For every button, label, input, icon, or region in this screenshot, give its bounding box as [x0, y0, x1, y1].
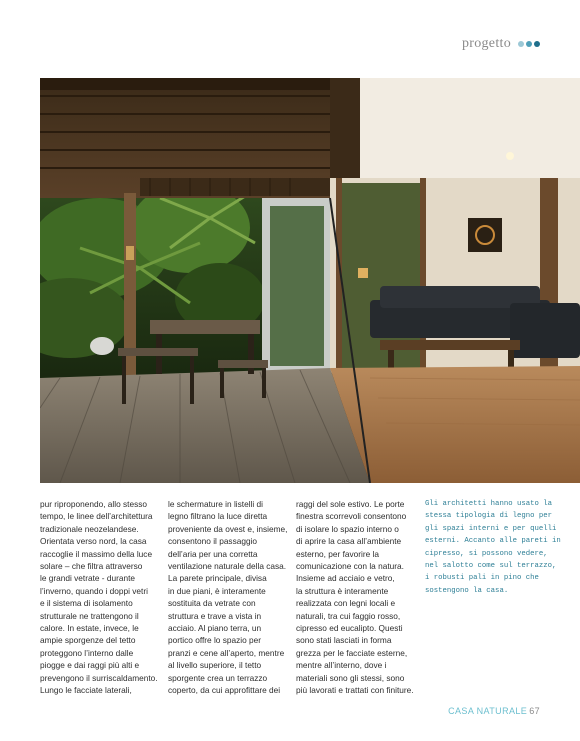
caption-line: cipresso, si possono vedere,: [425, 549, 548, 558]
body-text-line: ampie sporgenze del tetto: [40, 635, 136, 646]
body-text-line: mentre all’interno, dove i: [296, 660, 387, 671]
body-text-line: raggi del sole estivo. Le porte: [296, 499, 405, 509]
body-text-line: esterno, per favorire la: [296, 548, 380, 559]
body-text-line: legno filtrano la luce diretta: [168, 511, 268, 522]
caption-line: stessa tipologia di legno per: [425, 512, 552, 521]
body-text-line: proveniente da ovest e, insieme,: [168, 523, 288, 534]
body-text-line: proteggono l’interno dalle: [40, 647, 134, 658]
body-text-line: calore. In estate, invece, le: [40, 623, 139, 634]
section-dot: [526, 41, 532, 47]
body-text-line: pur riproponendo, allo stesso: [40, 499, 148, 509]
body-text-line: realizzata con legni locali e: [296, 598, 396, 609]
body-text-line: cipresso ed eucalipto. Questi: [296, 623, 403, 634]
body-text-line: solare – che filtra attraverso: [40, 561, 143, 572]
section-header: [462, 36, 540, 52]
body-text-line: piogge e dai raggi più alti e: [40, 660, 140, 671]
caption-line: nel salotto come sul terrazzo,: [425, 562, 557, 571]
body-text-line: portico offre lo spazio per: [168, 635, 262, 646]
body-text-line: tempo, le linee dell’architettura: [40, 511, 153, 522]
section-dot: [534, 41, 540, 47]
body-text-line: struttura e trave a vista in: [168, 610, 262, 621]
caption-line: i robusti pali in pino che: [425, 574, 539, 583]
body-text-line: sostituita da vetrate con: [168, 598, 256, 609]
page-footer: [448, 706, 540, 716]
body-text-line: pranzi e cene all’aperto, mentre: [168, 647, 285, 658]
photo-caption: [425, 498, 561, 597]
body-text-line: sono stati lasciati in forma: [296, 635, 392, 646]
body-text-line: al livello superiore, il tetto: [168, 660, 262, 671]
body-text-line: le schermature in listelli di: [168, 499, 263, 509]
body-text-line: di isolare lo spazio interno o: [296, 523, 399, 534]
caption-line: gli spazi interni e per quelli: [425, 524, 557, 533]
body-text-line: tradizionale neozelandese.: [40, 523, 139, 534]
body-text-line: naturali, tra cui faggio rosso,: [296, 610, 401, 621]
magazine-name: CASA NATURALE: [448, 706, 528, 716]
caption-line: Gli architetti hanno usato la: [425, 500, 552, 508]
body-text-line: La parete principale, divisa: [168, 573, 267, 584]
caption-line: sostengono la casa.: [425, 586, 509, 595]
body-text-line: la struttura è interamente: [296, 585, 389, 596]
section-label: progetto: [461, 36, 511, 51]
body-text-line: consentono il passaggio: [168, 536, 258, 547]
body-text-line: l’inverno, quando i doppi vetri: [40, 585, 148, 596]
section-dot: [518, 41, 524, 47]
section-dots: [518, 41, 540, 47]
body-text-line: grezza per le facciate esterne,: [296, 647, 408, 658]
body-text-line: Insieme ad acciaio e vetro,: [296, 573, 395, 584]
body-column: [168, 498, 287, 697]
body-column: [296, 498, 414, 697]
body-text-line: materiali sono gli stessi, sono: [296, 672, 405, 683]
body-text-line: ventilazione naturale della casa.: [168, 561, 287, 572]
body-text-line: più lavorati e trattati con finiture.: [296, 685, 414, 696]
body-text-line: di aprire la casa all’ambiente: [296, 536, 402, 547]
body-text-line: prevengono il surriscaldamento.: [40, 672, 158, 683]
caption-line: esterni. Accanto alle pareti in: [425, 537, 561, 546]
body-text-line: comunicazione con la natura.: [296, 561, 404, 572]
body-text-line: raccoglie il massimo della luce: [40, 548, 153, 559]
page-number: 67: [529, 706, 540, 716]
body-text-line: e il sistema di isolamento: [40, 598, 133, 609]
body-text-line: finestra scorrevoli consentono: [296, 511, 407, 522]
house-photo: [40, 78, 580, 483]
porch-living-room-image: [40, 78, 580, 483]
body-text-line: coperto, da cui approfittare dei: [168, 685, 281, 696]
body-text-line: in due piani, è interamente: [168, 585, 266, 596]
body-text-line: Orientata verso nord, la casa: [40, 536, 147, 547]
body-text-line: le grandi vetrate - durante: [40, 573, 136, 584]
body-text-line: Lungo le facciate laterali,: [40, 685, 132, 696]
body-text-line: dell’aria per una corretta: [168, 548, 258, 559]
body-text-line: strutturale ne trattengono il: [40, 610, 139, 621]
body-text-line: acciaio. Al piano terra, un: [168, 623, 262, 634]
body-column: [40, 498, 158, 697]
body-text-line: sporgente crea un terrazzo: [168, 672, 268, 683]
